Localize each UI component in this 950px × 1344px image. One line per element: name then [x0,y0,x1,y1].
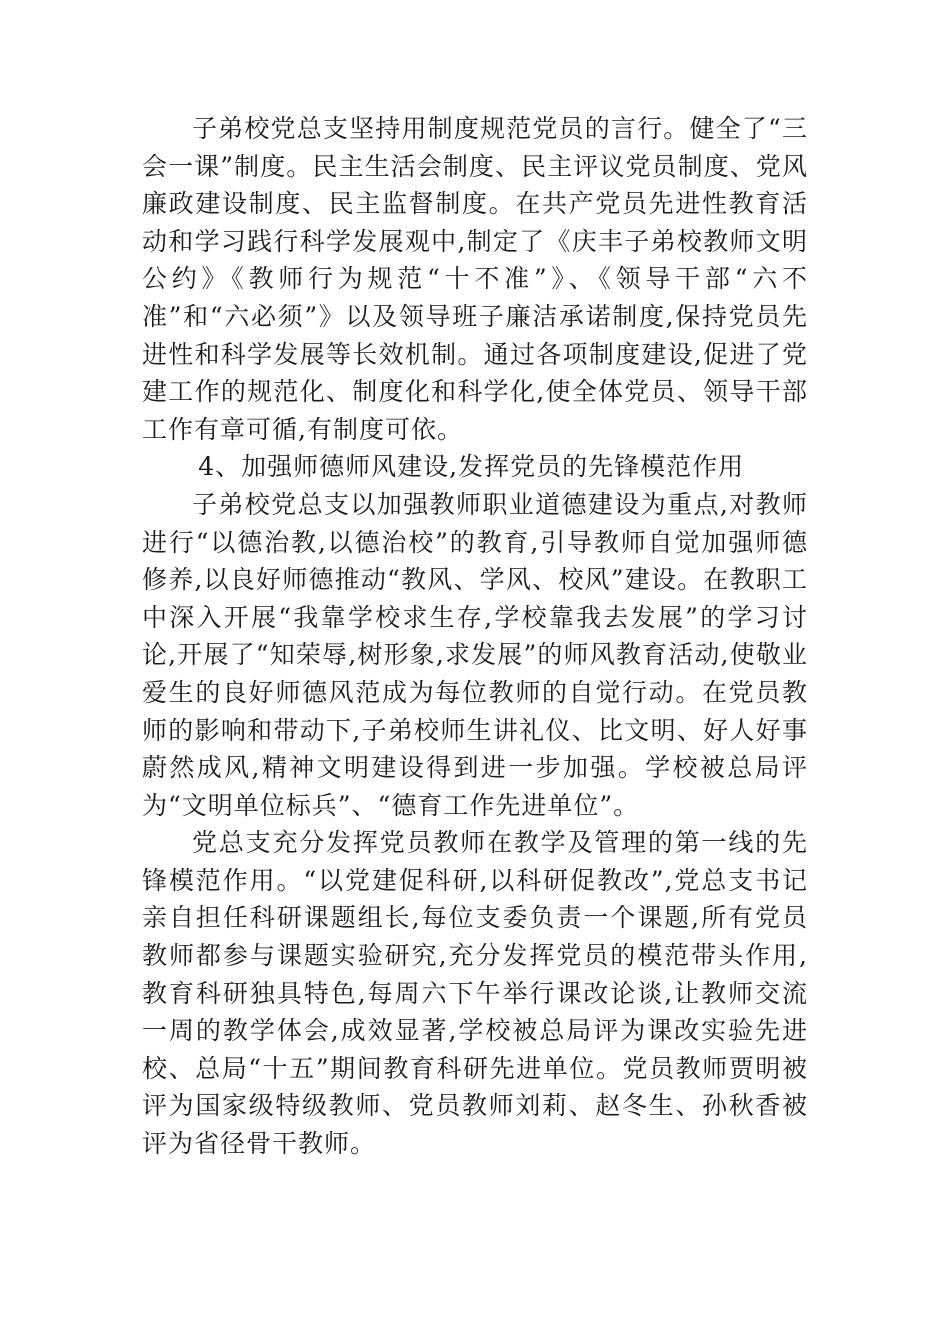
paragraph-research-leadership: 党总支充分发挥党员教师在教学及管理的第一线的先锋模范作用。“以党建促科研,以科研促教改”,党总支书记亲自担任科研课题组长,每位支委负责一个课题,所有党员教师都参与课题实验研究,充分发挥党员的模范带头作用,教育科研独具特色,每周六下午举行课改论谈,让教师交流一周的教学体会,成效显著,学校被总局评为课改实验先进校、总局“十五”期间教育科研先进单位。党员教师贾明被评为国家级特级教师、党员教师刘莉、赵冬生、孙秋香被评为省径骨干教师。 [142,828,808,1159]
paragraph-teacher-ethics: 子弟校党总支以加强教师职业道德建设为重点,对教师进行“以德治教,以德治校”的教育,引导教师自觉加强师德修养,以良好师德推动“教风、学风、校风”建设。在教职工中深入开展“我靠学校求生存,学校靠我去发展”的学习讨论,开展了“知荣辱,树形象,求发展”的师风教育活动,使敬业爱生的良好师德风范成为每位教师的自觉行动。在党员教师的影响和带动下,子弟校师生讲礼仪、比文明、好人好事蔚然成风,精神文明建设得到进一步加强。学校被总局评为“文明单位标兵”、“德育工作先进单位”。 [142,489,808,820]
section-heading-4: 4、加强师德师风建设,发挥党员的先锋模范作用 [198,452,745,482]
paragraph-institutional-rules: 子弟校党总支坚持用制度规范党员的言行。健全了“三会一课”制度。民主生活会制度、民主评议党员制度、党风廉政建设制度、民主监督制度。在共产党员先进性教育活动和学习践行科学发展观中,制定了《庆丰子弟校教师文明公约》《教师行为规范“十不准”》、《领导干部“六不准”和“六必须”》以及领导班子廉洁承诺制度,保持党员先进性和科学发展等长效机制。通过各项制度建设,促进了党建工作的规范化、制度化和科学化,使全体党员、领导干部工作有章可循,有制度可依。 [142,114,808,444]
document-body [142,110,808,1163]
